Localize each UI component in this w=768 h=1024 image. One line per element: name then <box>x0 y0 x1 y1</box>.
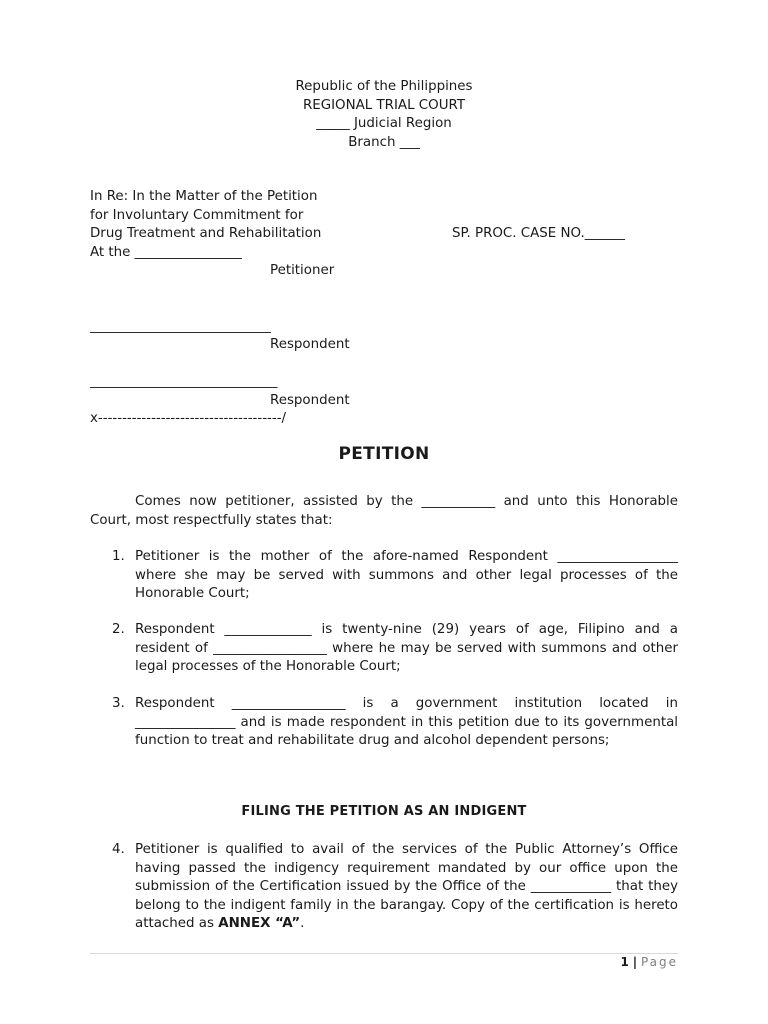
item-number: 1. <box>112 549 125 564</box>
item-text: Respondent _________________ is a government institution located in _______________ and is made respondent in this petition due to its governmental function to treat and rehabilitate drug and alcohol dependent persons; <box>135 696 678 748</box>
footer-divider <box>90 953 678 954</box>
list-item <box>90 621 678 677</box>
list-item <box>90 548 678 604</box>
header-republic: Republic of the Philippines <box>295 79 473 94</box>
item-text-end: . <box>300 916 305 931</box>
caption-separator: x--------------------------------------/ <box>90 411 287 426</box>
list-item <box>90 841 678 934</box>
page-number: 1 <box>620 955 629 969</box>
caption-text: At the ________________ <box>90 244 242 260</box>
header-branch: Branch ___ <box>348 134 420 150</box>
document-title: PETITION <box>338 444 430 464</box>
page-word: Page <box>640 955 678 969</box>
item-number: 2. <box>112 622 125 637</box>
respondent-label-2: Respondent <box>270 392 350 408</box>
respondent-blank-1: ___________________________ <box>90 318 271 334</box>
caption-line <box>90 207 690 226</box>
item-number: 4. <box>112 842 125 857</box>
item-text: Petitioner is the mother of the afore-named Respondent __________________ where she may be served with summons and other legal processes of the Honorable Court; <box>135 549 678 601</box>
item-text: Respondent _____________ is twenty-nine (29) years of age, Filipino and a resident of _________________ where he may be served with summons and other legal processes of the Honorable Court; <box>135 622 678 674</box>
respondent-blank-2: ____________________________ <box>90 374 278 389</box>
section-heading: FILING THE PETITION AS AN INDIGENT <box>241 804 527 819</box>
header-region: _____ Judicial Region <box>316 116 452 131</box>
list-item <box>90 695 678 751</box>
caption-text: Drug Treatment and Rehabilitation <box>90 226 322 241</box>
respondent-label-1: Respondent <box>270 337 350 352</box>
header-court: REGIONAL TRIAL COURT <box>302 97 466 113</box>
case-caption <box>90 188 690 429</box>
caption-text: for Involuntary Commitment for <box>90 207 304 223</box>
intro-paragraph: Comes now petitioner, assisted by the ___________ and unto this Honorable Court, most respectfully states that: <box>90 494 678 528</box>
page-separator: | <box>632 955 638 969</box>
item-text <box>135 841 678 934</box>
caption-line <box>90 225 690 244</box>
caption-line <box>90 244 690 263</box>
caption-line <box>90 188 690 207</box>
page-footer <box>90 955 678 969</box>
annex-label: ANNEX “A” <box>218 916 301 931</box>
item-text-body: Petitioner is qualified to avail of the services of the Public Attorney’s Office having passed the indigency requirement mandated by our office upon the submission of the Certification issued by the Office of the ____________ that they belong to the indigent family in the barangay. Copy of the certification is hereto attached as <box>135 842 678 931</box>
case-number: SP. PROC. CASE NO.______ <box>452 226 625 241</box>
caption-text: In Re: In the Matter of the Petition <box>90 189 318 204</box>
court-header <box>0 78 768 152</box>
petitioner-label: Petitioner <box>270 263 335 278</box>
item-number: 3. <box>112 696 125 711</box>
